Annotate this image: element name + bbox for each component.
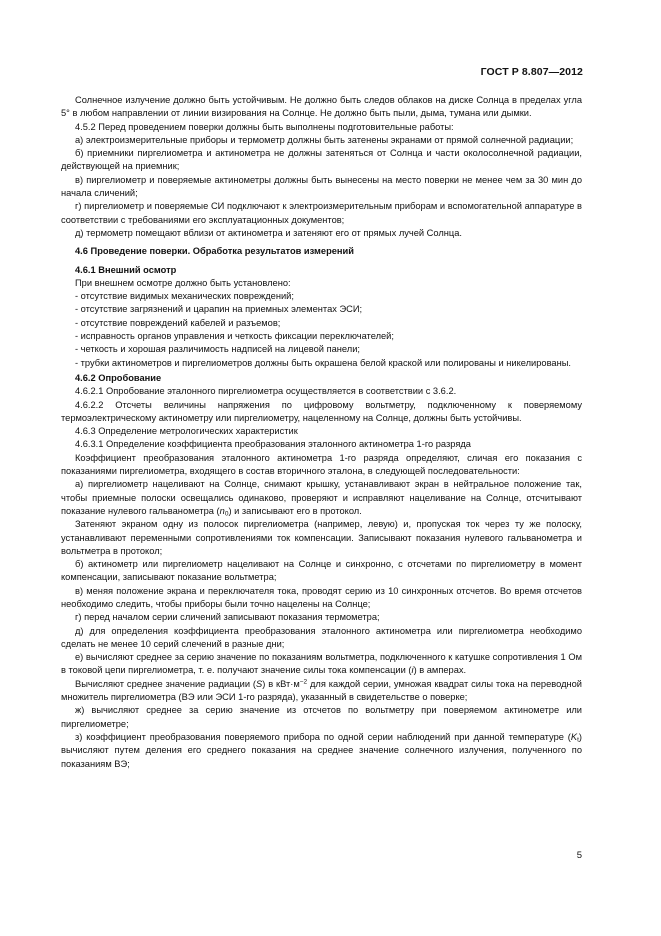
step-v: в) меняя положение экрана и переключателя тока, проводят серию из 10 синхронных отсчетов. Во время отсчетов необходимо следить, чтобы приборы были точно нацелены на Солнце;: [61, 585, 582, 609]
paragraph-4-5-2: 4.5.2 Перед проведением поверки должны быть выполнены подготовительные работы:: [75, 121, 454, 132]
paragraph-4-6-3-1: 4.6.3.1 Определение коэффициента преобразования эталонного актинометра 1-го разряда: [75, 439, 471, 450]
list-item: - исправность органов управления и четкость фиксации переключателей;: [75, 331, 394, 342]
subsection-heading-4-6-2: 4.6.2 Опробование: [75, 372, 162, 383]
paragraph-radiation-calc: Вычисляют среднее значение радиации (S) в $кВт\cdot м^{-2}$ для каждой серии, умножая квадрат силы тока на переводной множитель пиргелиометра (ВЭ или ЭСИ 1-го разряда), указанный в свидетельстве о поверке;: [61, 678, 582, 703]
page-number: 5: [576, 850, 582, 861]
list-item: - четкость и хорошая различимость надписей на лицевой панели;: [75, 344, 360, 355]
paragraph-4-6-1: При внешнем осмотре должно быть установлено:: [75, 277, 291, 288]
paragraph-shading: Затеняют экраном одну из полосок пиргелиометра (например, левую) и, пропуская ток через ту же полоску, устанавливают переменными сопротивлениями ток компенсации. Записывают показания нулевого гальванометра и вольтметра в протокол;: [61, 519, 582, 556]
list-item: - отсутствие видимых механических повреждений;: [75, 291, 294, 302]
list-item: - отсутствие повреждений кабелей и разъемов;: [75, 317, 281, 328]
subsection-heading-4-6-1: 4.6.1 Внешний осмотр: [75, 264, 177, 275]
page-body: [61, 94, 582, 771]
paragraph-4-6-2-2: 4.6.2.2 Отсчеты величины напряжения по цифровому вольтметру, подключенному к поверяемому термоэлектрическому актинометру или пиргелиометру, нацеленному на Солнце, должны быть устойчивы.: [61, 399, 582, 423]
item-d: д) термометр помещают вблизи от актинометра и затеняют его от прямых лучей Солнца.: [75, 227, 463, 238]
list-item-last: - трубки актинометров и пиргелиометров должны быть окрашена белой краской или полированы и никелированы.: [75, 357, 571, 368]
step-b: б) актинометр или пиргелиометр нацеливают на Солнце и синхронно, с отсчетами по пиргелиометру в момент компенсации, записывают показание вольтметра;: [61, 559, 582, 583]
paragraph-solar-stability: Солнечное излучение должно быть устойчивым. Не должно быть следов облаков на диске Солнца в пределах угла 5° в любом направлении от линии визирования на Солнце. Не должно быть пыли, дыма, тумана или дымки.: [61, 95, 582, 119]
paragraph-coefficient: Коэффициент преобразования эталонного актинометра 1-го разряда определяют, сличая его показания с показаниями пиргелиометра, входящего в состав вторичного эталона, в следующей последовательности:: [61, 452, 582, 477]
item-b: б) приемники пиргелиометра и актинометра не должны затеняться от Солнца и части околосолнечной радиации, действующей на приемник;: [61, 148, 582, 172]
step-d: д) для определения коэффициента преобразования эталонного актинометра или пиргелиометра необходимо сделать не менее 10 серий слечений в разные дни;: [61, 625, 582, 649]
paragraph-4-6-2-1: 4.6.2.1 Опробование эталонного пиргелиометра осуществляется в соответствии с 3.6.2.: [75, 386, 457, 397]
item-a: а) электроизмерительные приборы и термометр должны быть затенены экранами от прямой солнечной радиации;: [75, 134, 574, 145]
step-z: з) коэффициент преобразования поверяемого прибора по одной серии наблюдений при данной температуре $(K_t)$ вычисляют путем деления его среднего показания на среднее значение солнечного излучения, полученного по показаниям ВЭ;: [61, 731, 582, 769]
document-header: ГОСТ Р 8.807—2012: [480, 66, 583, 78]
paragraph-4-6-3: 4.6.3 Определение метрологических характеристик: [75, 426, 298, 437]
item-g: г) пиргелиометр и поверяемые СИ подключают к электроизмерительным приборам и вспомогательной аппаратуре в соответствии с требованиями его эксплуатационных документов;: [61, 201, 582, 225]
step-zh: ж) вычисляют среднее за серию значение из отсчетов по вольтметру при поверяемом актинометре или пиргелиометре;: [61, 705, 582, 729]
item-v: в) пиргелиометр и поверяемые актинометры должны быть вынесены на место поверки не менее чем за 30 мин до начала сличений;: [61, 174, 582, 199]
list-item: - отсутствие загрязнений и царапин на приемных элементах ЭСИ;: [75, 304, 363, 315]
step-e: е) вычисляют среднее за серию значение по показаниям вольтметра, подключенного к катушке сопротивления 1 Ом в токовой цепи пиргелиометра, т. е. получают значение силы тока компенсации (i) в амперах.: [61, 652, 582, 676]
section-heading-4-6: 4.6 Проведение поверки. Обработка результатов измерений: [75, 246, 354, 257]
step-g: г) перед началом серии сличений записывают показания термометра;: [75, 612, 380, 623]
step-a: а) пиргелиометр нацеливают на Солнце, снимают крышку, устанавливают экран в нейтральное положение так, чтобы приемные полоски освещались одинаково, проверяют и исправляют нацеливание на Солнце, отсчитывают показание нулевого гальванометра $(n_0)$ и записывают его в протокол.: [61, 479, 582, 518]
